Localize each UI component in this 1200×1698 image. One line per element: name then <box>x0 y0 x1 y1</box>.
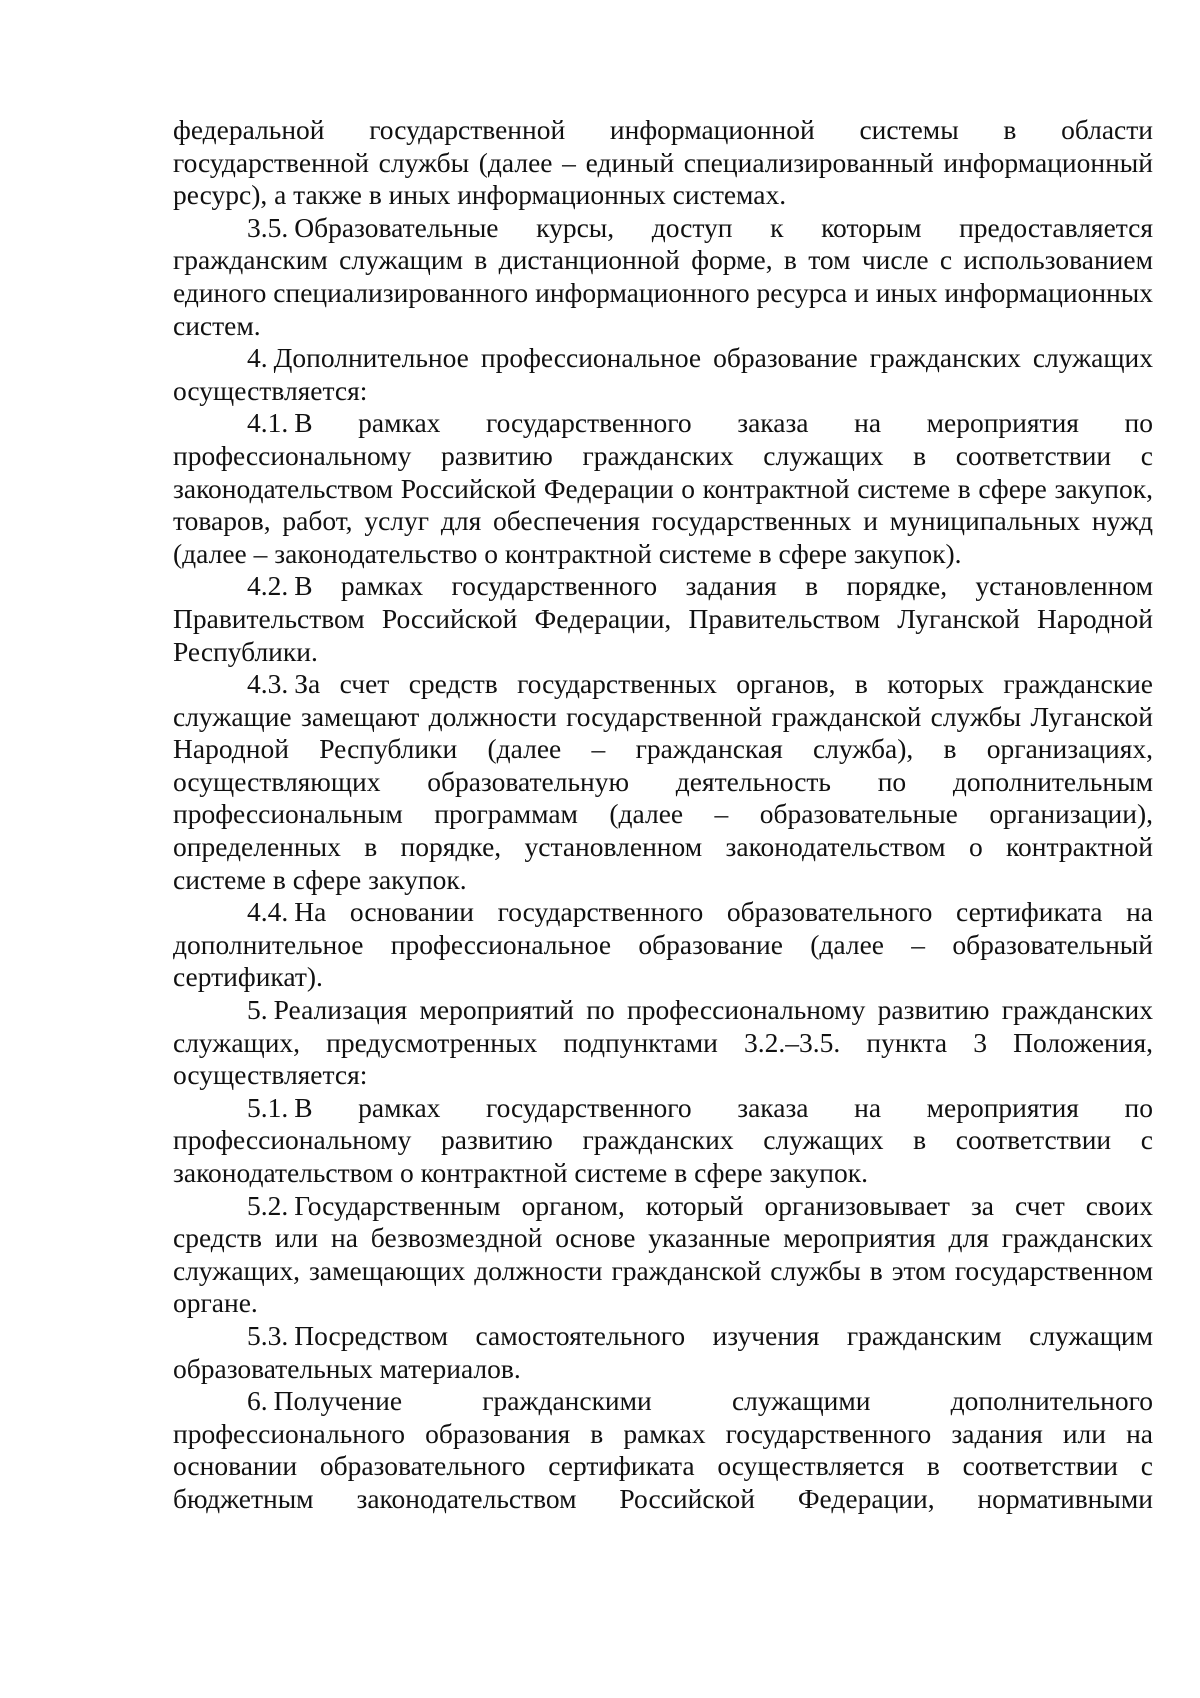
paragraph-number: 4.1. <box>247 407 289 439</box>
paragraph-continuation <box>173 114 1153 212</box>
paragraph-5-1 <box>173 1092 1153 1190</box>
paragraph-number: 5.2. <box>247 1189 289 1221</box>
paragraph-text: На основании государственного образовательного сертификата на дополнительное профессиональное образование (далее – образовательный сертификат). <box>173 896 1153 993</box>
paragraph-4-2 <box>173 570 1153 668</box>
paragraph-text: В рамках государственного задания в порядке, установленном Правительством Российской Федерации, Правительством Луганской Народной Республики. <box>173 570 1153 667</box>
document-body <box>173 114 1153 1516</box>
paragraph-number: 5.1. <box>247 1091 289 1123</box>
paragraph-number: 3.5. <box>247 211 289 243</box>
paragraph-text: В рамках государственного заказа на мероприятия по профессиональному развитию гражданских служащих в соответствии с законодательством Российской Федерации о контрактной системе в сфере закупок, товаров, работ, услуг для обеспечения государственных и муниципальных нужд (далее – законодательство о контрактной системе в сфере закупок). <box>173 407 1153 569</box>
paragraph-text: Образовательные курсы, доступ к которым предоставляется гражданским служащим в дистанционной форме, в том числе с использованием единого специализированного информационного ресурса и иных информационных систем. <box>173 211 1153 341</box>
paragraph-4-4 <box>173 896 1153 994</box>
paragraph-4 <box>173 342 1153 407</box>
paragraph-number: 4.2. <box>247 570 289 602</box>
paragraph-text: Дополнительное профессиональное образование гражданских служащих осуществляется: <box>173 342 1153 406</box>
paragraph-number: 5. <box>247 994 268 1026</box>
paragraph-text: В рамках государственного заказа на мероприятия по профессиональному развитию гражданских служащих в соответствии с законодательством о контрактной системе в сфере закупок. <box>173 1091 1153 1188</box>
paragraph-3-5 <box>173 212 1153 342</box>
paragraph-text: За счет средств государственных органов, в которых гражданские служащие замещают должности государственной гражданской службы Луганской Народной Республики (далее – гражданская служба), в организациях, осуществляющих образовательную деятельность по дополнительным профессиональным программам (далее – образовательные организации), определенных в порядке, установленном законодательством о контрактной системе в сфере закупок. <box>173 668 1153 895</box>
paragraph-number: 4.3. <box>247 668 289 700</box>
paragraph-6 <box>173 1385 1153 1515</box>
paragraph-number: 4. <box>247 342 268 374</box>
paragraph-5-3 <box>173 1320 1153 1385</box>
paragraph-number: 6. <box>247 1385 268 1417</box>
paragraph-4-1 <box>173 407 1153 570</box>
paragraph-5 <box>173 994 1153 1092</box>
paragraph-text: Посредством самостоятельного изучения гражданским служащим образовательных материалов. <box>173 1319 1153 1384</box>
paragraph-number: 5.3. <box>247 1319 289 1351</box>
paragraph-text: Получение гражданскими служащими дополнительного профессионального образования в рамках государственного задания или на основании образовательного сертификата осуществляется в соответствии с бюджетным законодательством Российской Федерации, нормативными <box>173 1385 1153 1514</box>
paragraph-number: 4.4. <box>247 896 289 928</box>
paragraph-text: Государственным органом, который организовывает за счет своих средств или на безвозмездной основе указанные мероприятия для гражданских служащих, замещающих должности гражданской службы в этом государственном органе. <box>173 1189 1153 1319</box>
paragraph-5-2 <box>173 1190 1153 1320</box>
paragraph-text: Реализация мероприятий по профессиональному развитию гражданских служащих, предусмотренных подпунктами 3.2.–3.5. пункта 3 Положения, осуществляется: <box>173 994 1153 1091</box>
paragraph-text: федеральной государственной информационной системы в области государственной службы (далее – единый специализированный информационный ресурс), а также в иных информационных системах. <box>173 114 1153 211</box>
paragraph-4-3 <box>173 668 1153 896</box>
